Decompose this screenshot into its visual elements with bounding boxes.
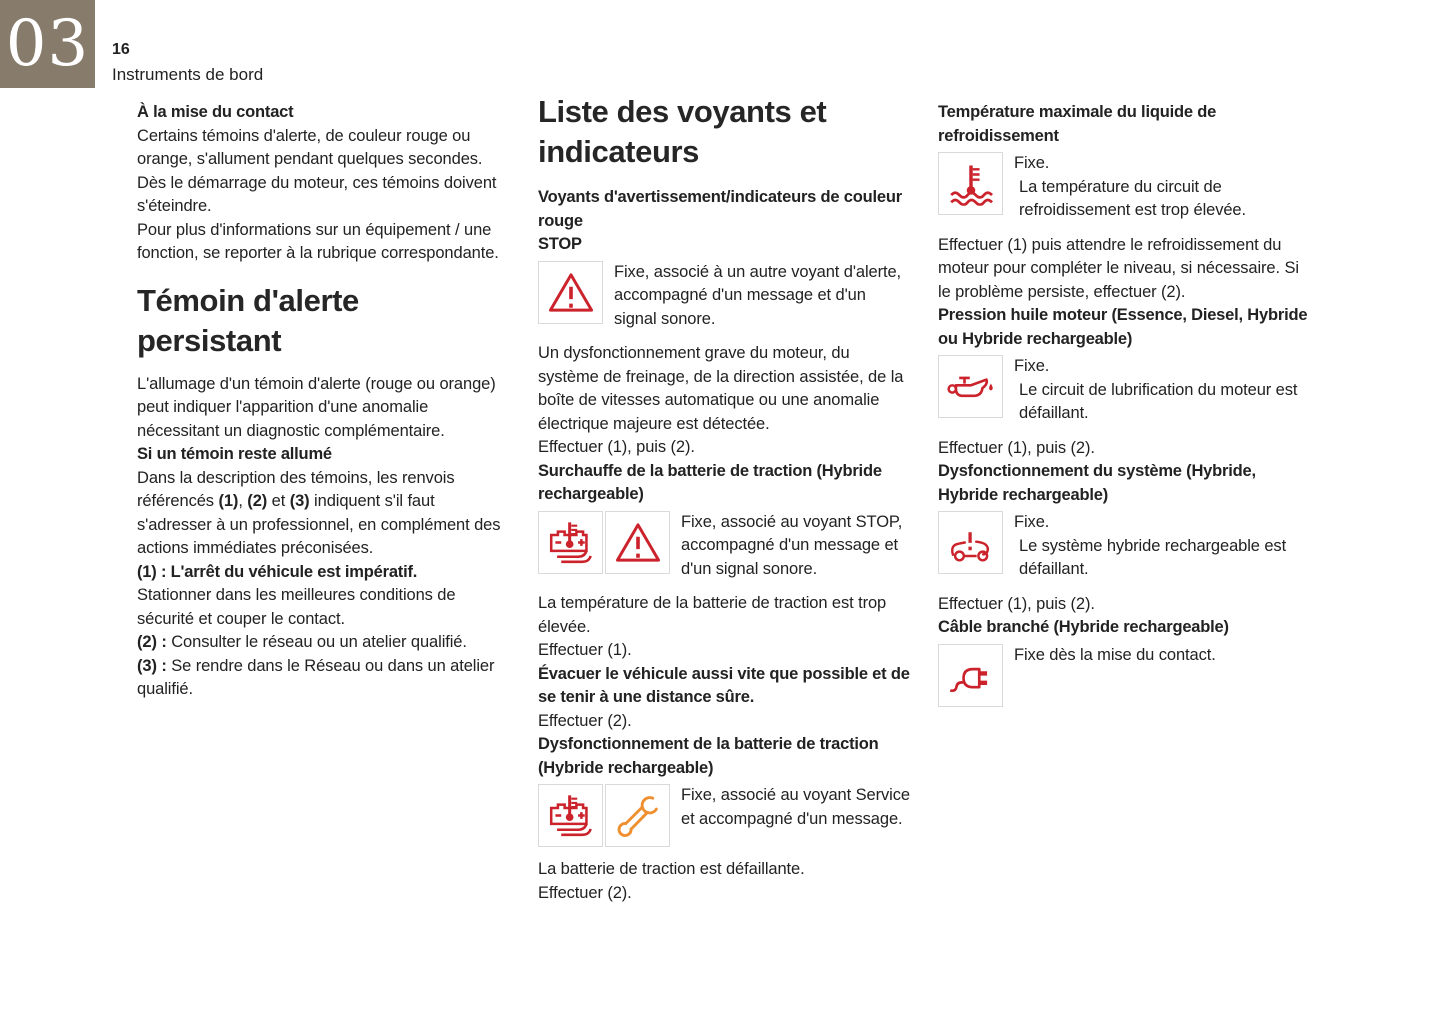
paragraph-batterie-defaillante: La batterie de traction est défaillante. (538, 860, 805, 878)
renvois-sep: et (267, 492, 290, 510)
oil-lamp-text (1014, 355, 1310, 426)
heading-temoin-reste-allume: Si un témoin reste allumé (137, 445, 332, 463)
paragraph-contact-2: Pour plus d'informations sur un équipement / une fonction, se reporter à la rubrique correspondante. (137, 220, 499, 262)
chapter-number: 03 (5, 7, 90, 81)
action-stop: Effectuer (1), puis (2). (538, 438, 695, 456)
chapter-number-box (0, 0, 95, 88)
heading-surchauffe-batterie: Surchauffe de la batterie de traction (Hybride rechargeable) (538, 461, 882, 503)
coolant-indicator-row (938, 152, 1310, 223)
heading-stop: STOP (538, 235, 582, 253)
dysfonctionnement-indicator-row (538, 784, 912, 847)
warning-triangle-icon (548, 271, 594, 314)
hybrid-system-lamp-text (1014, 511, 1310, 582)
column-2 (538, 0, 912, 905)
renvois-sep: , (238, 492, 248, 510)
oil-indicator-row (938, 355, 1310, 426)
title-temoin-persistant: Témoin d'alerte persistant (137, 282, 359, 358)
renvoi-2: (2) (247, 492, 268, 510)
paragraph-coolant: Effectuer (1) puis attendre le refroidissement du moteur pour compléter le niveau, si nécessaire. Si le problème persiste, effectuer (2). (938, 235, 1299, 301)
traction-battery-temperature-icon (547, 519, 594, 566)
coolant-line-1: Fixe. (1014, 154, 1050, 172)
charging-cable-icon (949, 652, 993, 698)
cable-line-1: Fixe dès la mise du contact. (1014, 645, 1216, 664)
paragraph-stop: Un dysfonctionnement grave du moteur, du système de freinage, de la direction assistée, de la boîte de vitesses automatique ou une anomalie électrique majeure est détectée. (538, 344, 904, 433)
indicator-lamp (605, 784, 670, 847)
hybrid-system-indicator-row (938, 511, 1310, 582)
renvoi-3: (3) (289, 492, 310, 510)
stop-indicator-row (538, 261, 912, 332)
heading-dysfonctionnement-systeme: Dysfonctionnement du système (Hybride, Hybride rechargeable) (938, 462, 1256, 504)
charging-cable-indicator-row (938, 644, 1310, 707)
paragraph-surchauffe: La température de la batterie de traction est trop élevée. (538, 594, 887, 636)
indicator-lamp (538, 784, 603, 847)
indicator-lamp (938, 152, 1003, 215)
surchauffe-indicator-row (538, 511, 912, 582)
action-hybrid-system: Effectuer (1), puis (2). (938, 594, 1095, 613)
oil-line-1: Fixe. (1014, 357, 1050, 375)
heading-voyants-rouges: Voyants d'avertissement/indicateurs de couleur rouge (538, 188, 902, 230)
action-oil: Effectuer (1), puis (2). (938, 438, 1095, 457)
paragraph-renvois (137, 467, 509, 561)
indicator-lamp (938, 644, 1003, 707)
paragraph-contact-1: Certains témoins d'alerte, de couleur rouge ou orange, s'allument pendant quelques secondes. Dès le démarrage du moteur, ces témoins doivent s'éteindre. (137, 126, 497, 215)
renvoi-2-label: (2) : (137, 633, 167, 651)
surchauffe-lamp-text: Fixe, associé au voyant STOP, accompagné d'un message et d'un signal sonore. (681, 512, 903, 578)
page-number: 16 (112, 41, 130, 58)
dysfonctionnement-lamp-text: Fixe, associé au voyant Service et accompagné d'un message. (681, 786, 910, 828)
hybrid-system-warning-icon (946, 522, 995, 563)
action-surchauffe-2: Effectuer (2). (538, 711, 632, 730)
indicator-lamp (538, 511, 603, 574)
heading-cable-branche: Câble branché (Hybride rechargeable) (938, 618, 1229, 636)
heading-mise-du-contact: À la mise du contact (137, 103, 294, 121)
coolant-lamp-text (1014, 152, 1310, 223)
engine-oil-icon (945, 367, 997, 406)
column-1 (137, 0, 509, 702)
coolant-line-2: La température du circuit de refroidissement est trop élevée. (1019, 177, 1246, 219)
paragraph-renvoi-2 (137, 631, 509, 655)
heading-arret-imperatif: (1) : L'arrêt du véhicule est impératif. (137, 562, 418, 581)
renvoi-1: (1) (218, 492, 239, 510)
cable-lamp-text (1014, 644, 1310, 668)
warning-evacuer: Évacuer le véhicule aussi vite que possible et de se tenir à une distance sûre. (538, 664, 910, 706)
renvoi-3-text: Se rendre dans le Réseau ou dans un atelier qualifié. (137, 656, 495, 698)
renvoi-3-label: (3) : (137, 656, 167, 675)
warning-triangle-icon (615, 521, 661, 564)
renvoi-2-text: Consulter le réseau ou un atelier qualifié. (166, 633, 467, 651)
renvois-text: indiquent s'il faut s'adresser à un professionnel, en complément des actions immédiates préconisées. (137, 492, 501, 557)
oil-line-2: Le circuit de lubrification du moteur est défaillant. (1019, 380, 1298, 422)
action-surchauffe-1: Effectuer (1). (538, 641, 632, 659)
column-3 (938, 0, 1310, 718)
section-title: Instruments de bord (112, 65, 264, 84)
title-liste-voyants: Liste des voyants et indicateurs (538, 94, 827, 169)
traction-battery-temperature-icon (547, 792, 594, 839)
heading-temperature-liquide: Température maximale du liquide de refroidissement (938, 103, 1217, 145)
indicator-lamp (538, 261, 603, 324)
coolant-temperature-icon (947, 161, 995, 206)
hybrid-line-1: Fixe. (1014, 513, 1050, 531)
indicator-lamp (938, 355, 1003, 418)
renvois-text: Dans la description des témoins, les renvois référencés (137, 468, 455, 510)
heading-dysfonctionnement-batterie: Dysfonctionnement de la batterie de traction (Hybride rechargeable) (538, 735, 879, 777)
indicator-lamp (605, 511, 670, 574)
heading-pression-huile: Pression huile moteur (Essence, Diesel, Hybride ou Hybride rechargeable) (938, 306, 1308, 348)
indicator-lamp (938, 511, 1003, 574)
paragraph-stationner: Stationner dans les meilleures conditions de sécurité et couper le contact. (137, 586, 456, 628)
service-wrench-icon (615, 793, 660, 838)
paragraph-persistant: L'allumage d'un témoin d'alerte (rouge ou orange) peut indiquer l'apparition d'une anomalie nécessitant un diagnostic complémentaire. (137, 374, 496, 440)
stop-lamp-text: Fixe, associé à un autre voyant d'alerte, accompagné d'un message et d'un signal sonore. (614, 262, 902, 328)
hybrid-line-2: Le système hybride rechargeable est défaillant. (1019, 536, 1287, 578)
paragraph-renvoi-3 (137, 655, 509, 702)
action-batterie-defaillante: Effectuer (2). (538, 883, 632, 902)
